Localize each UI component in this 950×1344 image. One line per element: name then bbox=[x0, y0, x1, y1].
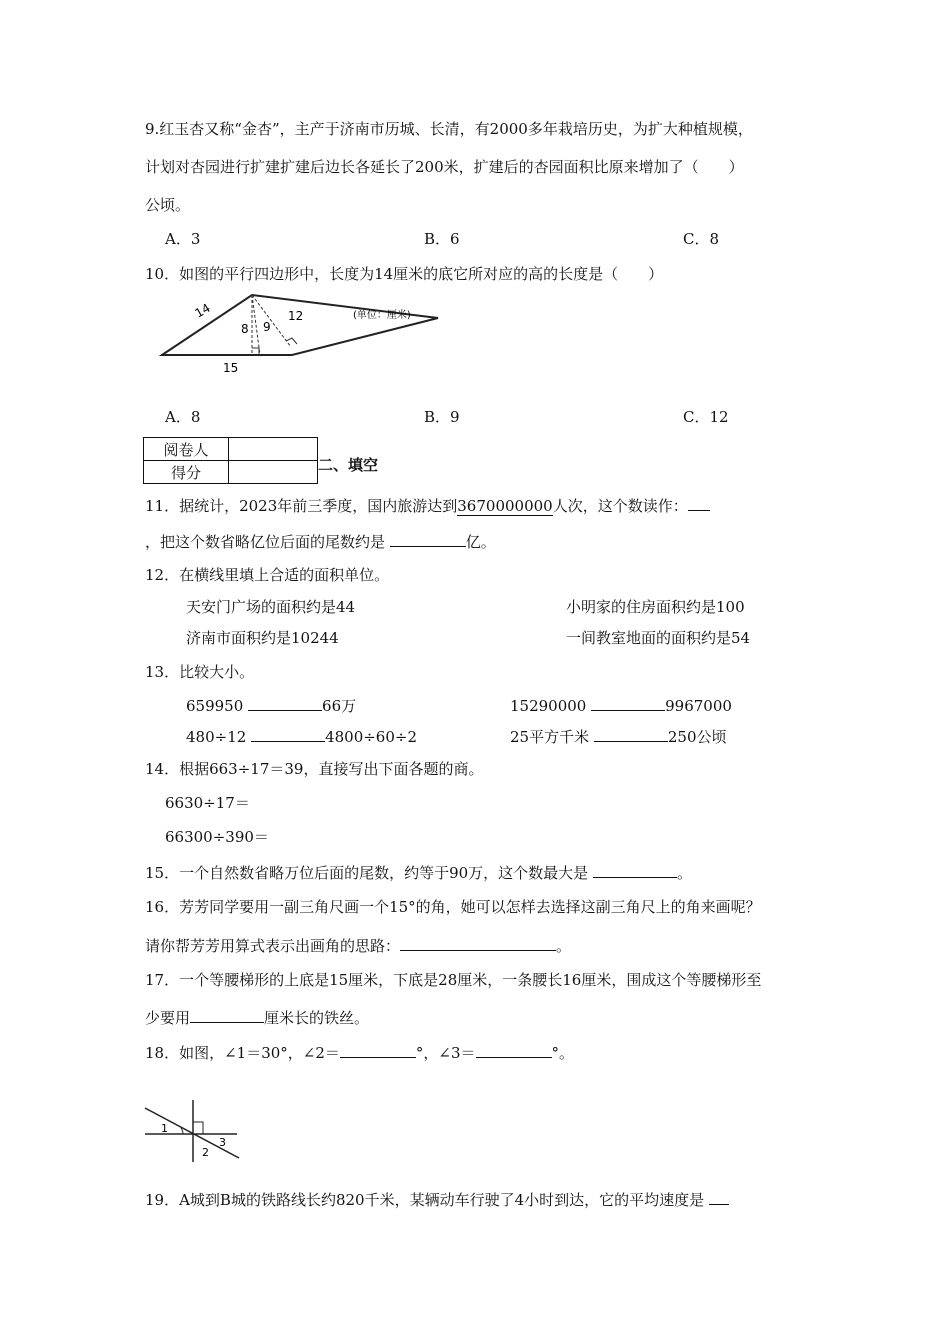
angle-3-label: 3 bbox=[219, 1136, 226, 1149]
q11-line1: 11．据统计，2023年前三季度，国内旅游达到3670000000人次，这个数读作： bbox=[145, 494, 710, 516]
q17-blank[interactable] bbox=[190, 1006, 264, 1023]
q15-blank[interactable] bbox=[593, 861, 677, 878]
q14-stem: 14．根据663÷17＝39，直接写出下面各题的商。 bbox=[145, 760, 484, 778]
q11-blank-approx[interactable] bbox=[390, 530, 466, 547]
score-cell[interactable] bbox=[229, 461, 318, 484]
right-angle-mark bbox=[193, 1122, 203, 1134]
right-angle-mark-2 bbox=[286, 338, 297, 344]
q10-option-b: B．9 bbox=[424, 408, 460, 426]
q12-item-3: 济南市面积约是10244 bbox=[186, 629, 339, 647]
q9-option-c: C．8 bbox=[683, 230, 720, 248]
q9-line3: 公顷。 bbox=[145, 196, 191, 214]
score-label: 得分 bbox=[144, 461, 229, 484]
parallelogram-figure bbox=[158, 290, 458, 380]
q10-option-c: C．12 bbox=[683, 408, 729, 426]
q12-stem: 12．在横线里填上合适的面积单位。 bbox=[145, 566, 390, 584]
q12-item-2: 小明家的住房面积约是100 bbox=[566, 598, 745, 616]
q11-line2: ，把这个数省略亿位后面的尾数约是 亿。 bbox=[145, 530, 496, 552]
q16-line2: 请你帮芳芳用算式表示出画角的思路： 。 bbox=[145, 934, 571, 956]
q13-blank-4[interactable] bbox=[594, 725, 668, 742]
q13-compare-3: 480÷12 4800÷60÷2 bbox=[186, 725, 417, 747]
right-angle-mark bbox=[252, 348, 259, 355]
q17-line2: 少要用 厘米长的铁丝。 bbox=[145, 1006, 369, 1028]
reviewer-cell[interactable] bbox=[229, 438, 318, 461]
q9-option-b: B．6 bbox=[424, 230, 460, 248]
section-title: 二、填空 bbox=[318, 456, 379, 474]
label-12: 12 bbox=[288, 309, 304, 323]
q9-option-a: A．3 bbox=[165, 230, 201, 248]
q12-item-4: 一间教室地面的面积约是54 bbox=[566, 629, 751, 647]
q16-blank[interactable] bbox=[400, 934, 556, 951]
q16-line1: 16．芳芳同学要用一副三角尺画一个15°的角，她可以怎样去选择这副三角尺上的角来画呢？ bbox=[145, 898, 761, 916]
angle-1-label: 1 bbox=[161, 1122, 168, 1135]
q13-blank-1[interactable] bbox=[248, 694, 322, 711]
q19-blank[interactable] bbox=[709, 1188, 729, 1205]
q17-line1: 17．一个等腰梯形的上底是15厘米，下底是28厘米，一条腰长16厘米，围成这个等腰梯形至 bbox=[145, 971, 762, 989]
q11-blank-read[interactable] bbox=[688, 494, 710, 511]
height-12-line bbox=[252, 295, 291, 347]
q13-compare-1: 659950 66万 bbox=[186, 694, 356, 716]
q15-line: 15．一个自然数省略万位后面的尾数，约等于90万，这个数最大是 。 bbox=[145, 861, 692, 883]
angle-2-label: 2 bbox=[202, 1146, 209, 1159]
q14-item-a: 6630÷17＝ bbox=[165, 794, 250, 812]
label-14: 14 bbox=[192, 300, 213, 321]
q18-blank-angle3[interactable] bbox=[476, 1041, 552, 1058]
q18-line: 18．如图，∠1＝30°，∠2＝ °，∠3＝ °。 bbox=[145, 1041, 574, 1063]
q13-blank-3[interactable] bbox=[251, 725, 325, 742]
score-table bbox=[143, 437, 318, 484]
q18-blank-angle2[interactable] bbox=[340, 1041, 416, 1058]
q9-line2: 计划对杏园进行扩建扩建后边长各延长了200米，扩建后的杏园面积比原来增加了（ ） bbox=[145, 158, 744, 176]
q9-line1: 9.红玉杏又称“金杏”，主产于济南市历城、长清，有2000多年栽培历史，为扩大种植规模， bbox=[145, 120, 753, 138]
q14-item-b: 66300÷390＝ bbox=[165, 828, 269, 846]
q10-option-a: A．8 bbox=[165, 408, 201, 426]
q13-blank-2[interactable] bbox=[591, 694, 665, 711]
reviewer-label: 阅卷人 bbox=[144, 438, 229, 461]
q11-number: 3670000000 bbox=[457, 497, 553, 515]
q13-compare-4: 25平方千米 250公顷 bbox=[510, 725, 727, 747]
label-15: 15 bbox=[223, 361, 239, 375]
unit-label: (单位：厘米) bbox=[353, 310, 411, 321]
q10-stem: 10．如图的平行四边形中，长度为14厘米的底它所对应的高的长度是（ ） bbox=[145, 265, 664, 283]
q19-line: 19．A城到B城的铁路线长约820千米，某辆动车行驶了4小时到达，它的平均速度是 bbox=[145, 1188, 729, 1210]
q13-stem: 13．比较大小。 bbox=[145, 663, 255, 681]
label-9: 9 bbox=[263, 320, 271, 334]
q12-item-1: 天安门广场的面积约是44 bbox=[186, 598, 356, 616]
angle-figure bbox=[143, 1098, 243, 1164]
label-8: 8 bbox=[241, 322, 249, 336]
q13-compare-2: 15290000 9967000 bbox=[510, 694, 732, 716]
diagonal-line bbox=[145, 1108, 239, 1158]
